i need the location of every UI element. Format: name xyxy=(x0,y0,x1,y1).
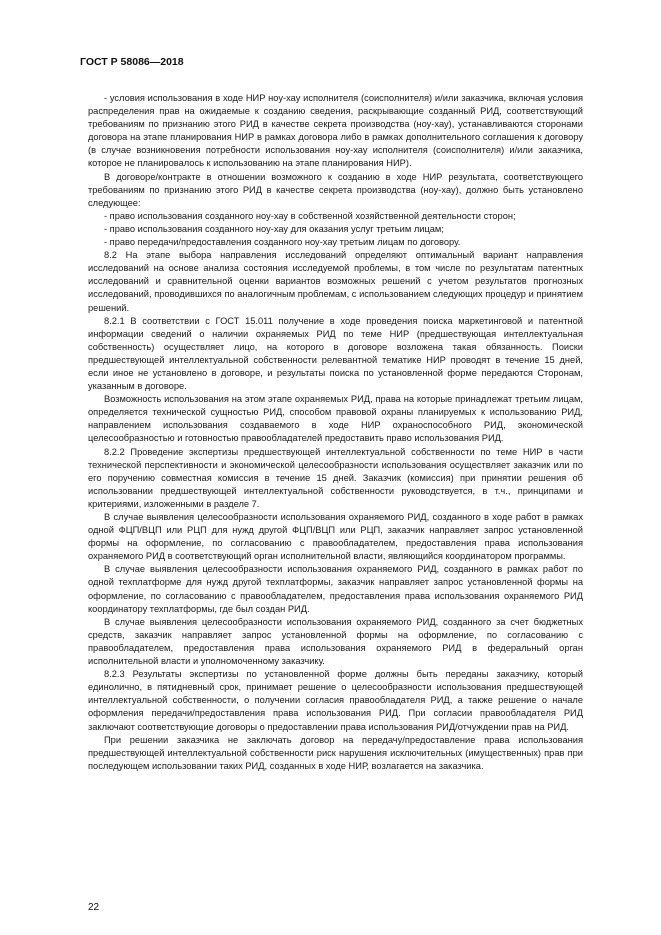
paragraph: При решении заказчика не заключать договор на передачу/предоставление права использования предшествующей интеллектуальной собственности риск нарушения исключительных (имущественных) прав при последующем использовании таких РИД, созданных в ходе НИР, возлагается на заказчика. xyxy=(88,734,583,771)
list-item: - право использования созданного ноу-хау для оказания услуг третьим лицам; xyxy=(104,223,444,234)
paragraph: 8.2.1 В соответствии с ГОСТ 15.011 получение в ходе проведения поиска маркетинговой и патентной информации сведений о наличии охраняемых РИД по теме НИР (предшествующая интеллектуальная собственность) осуществляет лицо, на которого в договоре возложена такая обязанность. Поиски предшествующей интеллектуальной собственности релевантной тематике НИР проводят в течение 15 дней, если иное не установлено в договоре, и результаты поиска по установленной форме передаются Сторонам, указанным в договоре. xyxy=(88,315,583,392)
paragraph: Возможность использования на этом этапе охраняемых РИД, права на которые принадлежат третьим лицам, определяется технической сущностью РИД, способом правовой охраны планируемых к использованию РИД, направлением использования создаваемого в ходе НИР охраноспособного РИД, экономической целесообразностью и готовностью правообладателей предоставить право использования РИД. xyxy=(88,394,583,444)
list-item: - право использования созданного ноу-хау в собственной хозяйственной деятельности сторон; xyxy=(104,210,516,221)
document-header: ГОСТ Р 58086—2018 xyxy=(80,56,184,68)
page-number: 22 xyxy=(88,902,100,913)
paragraph: - условия использования в ходе НИР ноу-хау исполнителя (соисполнителя) и/или заказчика, включая условия распределения прав на ожидаемые к созданию сведения, раскрывающие созданный РИД, соответствующий требованиям по признанию этого РИД в качестве секрета производства (ноу-хау), устанавливаются сторонами договора на этапе планирования НИР в рамках договора либо в рамках дополнительного соглашения к договору (в случае возникновения потребности использования ноу-хау исполнителя (соисполнителя) и/или заказчика, которое не планировалось к использованию на этапе планирования НИР). xyxy=(88,93,583,169)
paragraph: В случае выявления целесообразности использования охраняемого РИД, созданного в ходе работ в рамках одной ФЦП/ВЦП или РЦП для нужд другой ФЦП/ВЦП или РЦП, заказчик направляет запрос установленной формы на оформление, по согласованию с правообладателем, предоставления права использования охраняемого РИД в соответствующий орган исполнительной власти, являющийся координатором программы. xyxy=(88,512,583,562)
paragraph: 8.2.2 Проведение экспертизы предшествующей интеллектуальной собственности по теме НИР в части технической перспективности и экономической целесообразности использования осуществляет заказчик или по его поручению совместная комиссия в течение 15 дней. Заказчик (комиссия) при принятии решения об использовании предшествующей интеллектуальной собственности руководствуется, в т.ч., принципами и критериями, изложенными в разделе 7. xyxy=(88,446,583,509)
paragraph: В случае выявления целесообразности использования охраняемого РИД, созданного в рамках работ по одной техплатформе для нужд другой техплатформы, заказчик направляет запрос установленной формы на оформление, по согласованию с правообладателем, предоставления права использования охраняемого РИД координатору техплатформы, где был создан РИД. xyxy=(88,564,583,614)
paragraph: 8.2.3 Результаты экспертизы по установленной форме должны быть переданы заказчику, который единолично, в пятидневный срок, принимает решение о целесообразности использования предшествующей интеллектуальной собственности, о получении согласия правообладателя РИД, а также решение о начале оформления передачи/предоставления права использования РИД. При согласии правообладателя РИД заключают соответствующие договоры о предоставлении права использования РИД/отчуждении прав на РИД. xyxy=(88,669,583,732)
body-text xyxy=(88,92,583,773)
paragraph: 8.2 На этапе выбора направления исследований определяют оптимальный вариант направления исследований на основе анализа состояния исследуемой проблемы, в том числе по результатам патентных исследований и сравнительной оценки вариантов возможных решений с учетом результатов прогнозных исследований, проводившихся по аналогичным проблемам, с использованием следующих процедур и принятием решений. xyxy=(88,250,583,313)
list-item: - право передачи/предоставления созданного ноу-хау третьим лицам по договору. xyxy=(104,237,461,248)
paragraph: В договоре/контракте в отношении возможного к созданию в ходе НИР результата, соответствующего требованиям по признанию этого РИД в качестве секрета производства (ноу-хау), должно быть установлено следующее: xyxy=(88,171,583,208)
paragraph: В случае выявления целесообразности использования охраняемого РИД, созданного за счет бюджетных средств, заказчик направляет запрос установленной формы на оформление, по согласованию с правообладателем, предоставления права использования охраняемого РИД в федеральный орган исполнительной власти и уполномоченному заказчику. xyxy=(88,616,583,667)
